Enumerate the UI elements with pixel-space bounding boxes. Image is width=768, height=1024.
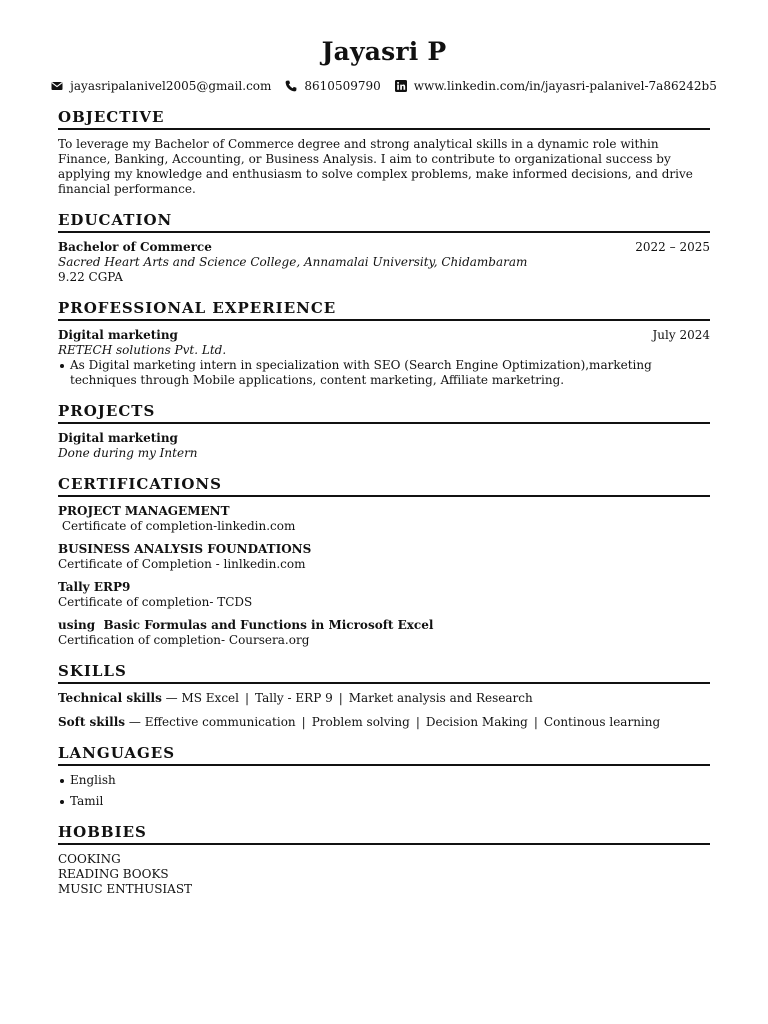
projects-section [58,402,710,461]
experience-date: July 2024 [652,328,710,342]
education-score: 9.22 CGPA [58,270,123,284]
education-header-row [58,240,710,255]
certification-detail: Certificate of completion-linkedin.com [58,519,296,533]
skill-item: Market analysis and Research [348,691,533,705]
skills-section [58,662,710,730]
skill-item: Decision Making [425,715,528,729]
skill-separator: | [338,691,343,705]
certification-detail: Certificate of completion- TCDS [58,595,253,609]
skill-separator: | [415,715,420,729]
soft-skills-line [58,715,710,730]
certification-name: using Basic Formulas and Functions in Microsoft Excel [58,618,434,632]
email-icon [51,80,63,92]
hobby-item: COOKING [58,852,121,866]
linkedin-icon [395,80,407,92]
certifications-section [58,475,710,648]
phone-text: 8610509790 [304,79,381,93]
skill-item: Continous learning [543,715,661,729]
email-text: jayasripalanivel2005@gmail.com [70,79,272,93]
certification-name: PROJECT MANAGEMENT [58,504,230,518]
project-name: Digital marketing [58,431,178,445]
education-section [58,211,710,285]
skills-dash: — [161,691,182,705]
experience-bullet: As Digital marketing intern in specialization with SEO (Search Engine Optimization),marketing techniques through Mobile applications, content marketing, Affiliate marketring. [70,358,710,388]
experience-header-row [58,328,710,343]
hobby-item: MUSIC ENTHUSIAST [58,882,193,896]
section-title-objective: OBJECTIVE [58,108,710,130]
languages-section [58,744,710,809]
certification-item [58,618,710,648]
certification-item [58,580,710,610]
certification-item [58,542,710,572]
skill-separator: | [301,715,306,729]
project-note: Done during my Intern [58,446,198,460]
contact-linkedin[interactable] [395,79,717,93]
certification-detail: Certification of completion- Coursera.org [58,633,310,647]
section-title-skills: SKILLS [58,662,710,684]
skill-item: Tally - ERP 9 [255,691,333,705]
languages-list [58,773,710,809]
section-title-hobbies: HOBBIES [58,823,710,845]
contact-bar [58,78,717,94]
language-item: Tamil [70,794,710,809]
skill-item: Effective communication [144,715,296,729]
skill-item: Problem solving [311,715,410,729]
skill-item: MS Excel [181,691,239,705]
experience-company: RETECH solutions Pvt. Ltd. [58,343,227,357]
certification-detail: Certificate of Completion - linlkedin.com [58,557,306,571]
skill-separator: | [533,715,538,729]
technical-skills-label: Technical skills [58,691,162,705]
experience-role: Digital marketing [58,328,178,342]
objective-section [58,108,710,197]
certification-name: Tally ERP9 [58,580,131,594]
hobby-item: READING BOOKS [58,867,169,881]
experience-section [58,299,710,388]
section-title-projects: PROJECTS [58,402,710,424]
candidate-name: Jayasri P [321,37,447,66]
section-title-languages: LANGUAGES [58,744,710,766]
skills-dash: — [125,715,145,729]
objective-text: To leverage my Bachelor of Commerce degree and strong analytical skills in a dynamic role within Finance, Banking, Accounting, or Business Analysis. I aim to contribute to organizational success by applying my knowledge and enthusiasm to solve complex problems, make informed decisions, and drive financial performance. [58,137,693,196]
technical-skills-line [58,691,710,706]
section-title-certifications: CERTIFICATIONS [58,475,710,497]
resume-page [58,0,717,897]
section-title-experience: PROFESSIONAL EXPERIENCE [58,299,710,321]
section-title-education: EDUCATION [58,211,710,233]
language-item: English [70,773,710,788]
soft-skills-label: Soft skills [58,715,126,729]
certification-item [58,504,710,534]
phone-icon [285,80,297,92]
hobbies-section [58,823,710,897]
education-degree: Bachelor of Commerce [58,240,212,254]
skill-separator: | [244,691,250,705]
contact-phone[interactable] [285,79,380,93]
education-institution: Sacred Heart Arts and Science College, Annamalai University, Chidambaram [58,255,528,269]
education-dates: 2022 – 2025 [635,240,710,254]
experience-bullets [58,358,710,388]
contact-email[interactable] [51,79,271,93]
certification-name: BUSINESS ANALYSIS FOUNDATIONS [58,542,312,556]
linkedin-text: www.linkedin.com/in/jayasri-palanivel-7a86242b5 [413,79,717,93]
